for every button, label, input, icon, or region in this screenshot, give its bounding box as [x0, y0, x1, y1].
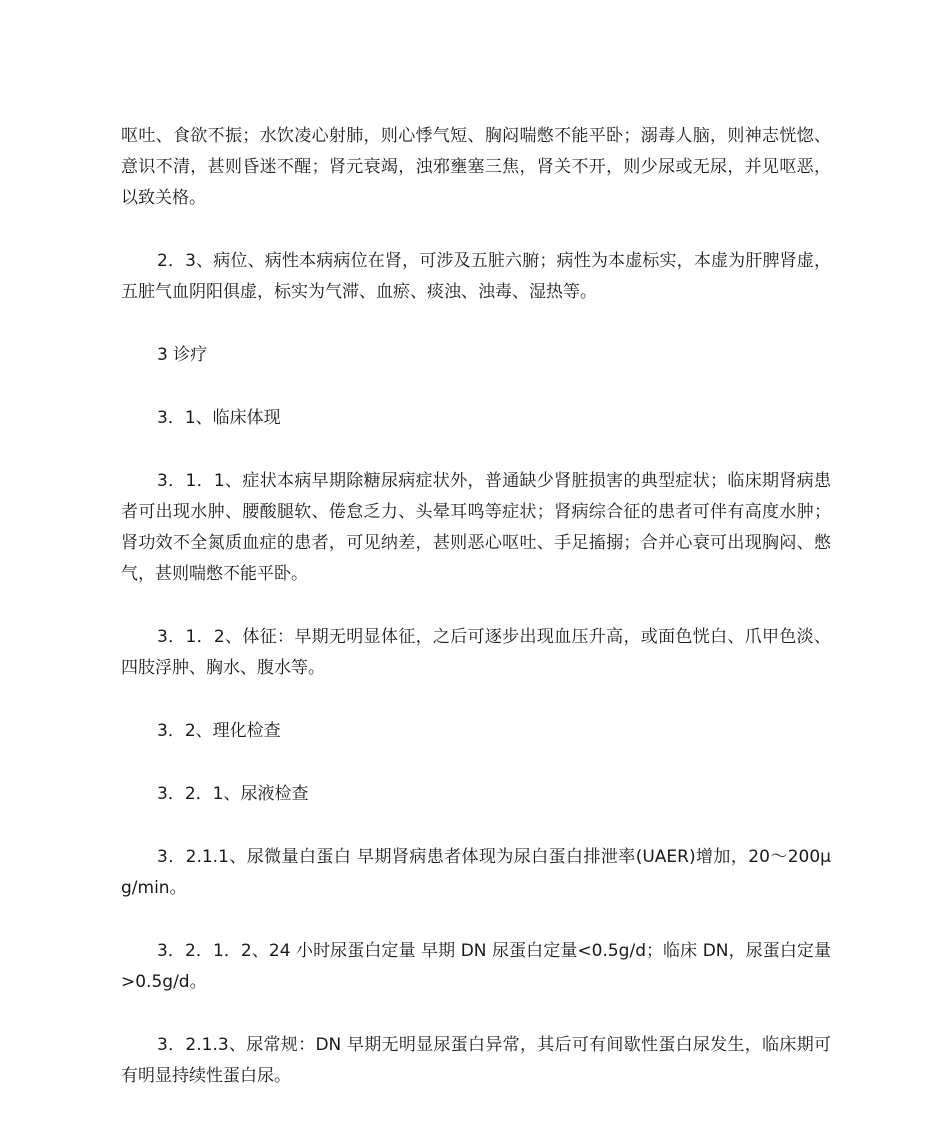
paragraph-section-2-3: 2．3、病位、病性本病病位在肾，可涉及五脏六腑；病性为本虚标实，本虚为肝脾肾虚，五脏气血阴阳俱虚，标实为气滞、血瘀、痰浊、浊毒、湿热等。: [121, 251, 831, 302]
heading-section-3-2-1: 3．2．1、尿液检查: [157, 784, 309, 804]
paragraph-section-3-2-1-3: 3．2.1.3、尿常规：DN 早期无明显尿蛋白异常，其后可有间歇性蛋白尿发生，临床期可有明显持续性蛋白尿。: [121, 1035, 831, 1086]
paragraph-section-3-2-1-2: 3．2．1．2、24 小时尿蛋白定量 早期 DN 尿蛋白定量<0.5g/d；临床 DN，尿蛋白定量>0.5g/d。: [121, 941, 831, 992]
document-page: [121, 121, 831, 1124]
heading-section-3-2: 3．2、理化检查: [157, 721, 281, 741]
paragraph-continuation: 呕吐、食欲不振；水饮凌心射肺，则心悸气短、胸闷喘憋不能平卧；溺毒人脑，则神志恍惚、意识不清，甚则昏迷不醒；肾元衰竭，浊邪壅塞三焦，肾关不开，则少尿或无尿，并见呕恶，以致关格。: [121, 126, 831, 208]
paragraph-section-3-1-2: 3．1．2、体征：早期无明显体征，之后可逐步出现血压升高，或面色恍白、爪甲色淡、四肢浮肿、胸水、腹水等。: [121, 627, 831, 678]
paragraph-section-3-1-1: 3．1．1、症状本病早期除糖尿病症状外，普通缺少肾脏损害的典型症状；临床期肾病患者可出现水肿、腰酸腿软、倦怠乏力、头晕耳鸣等症状；肾病综合征的患者可伴有高度水肿；肾功效不全氮质血症的患者，可见纳差，甚则恶心呕吐、手足搐搦；合并心衰可出现胸闷、憋气，甚则喘憋不能平卧。: [121, 471, 831, 584]
heading-section-3: 3 诊疗: [157, 345, 208, 365]
paragraph-section-3-2-1-1: 3．2.1.1、尿微量白蛋白 早期肾病患者体现为尿白蛋白排泄率(UAER)增加，20～200μg/min。: [121, 847, 831, 898]
heading-section-3-1: 3．1、临床体现: [157, 408, 281, 428]
